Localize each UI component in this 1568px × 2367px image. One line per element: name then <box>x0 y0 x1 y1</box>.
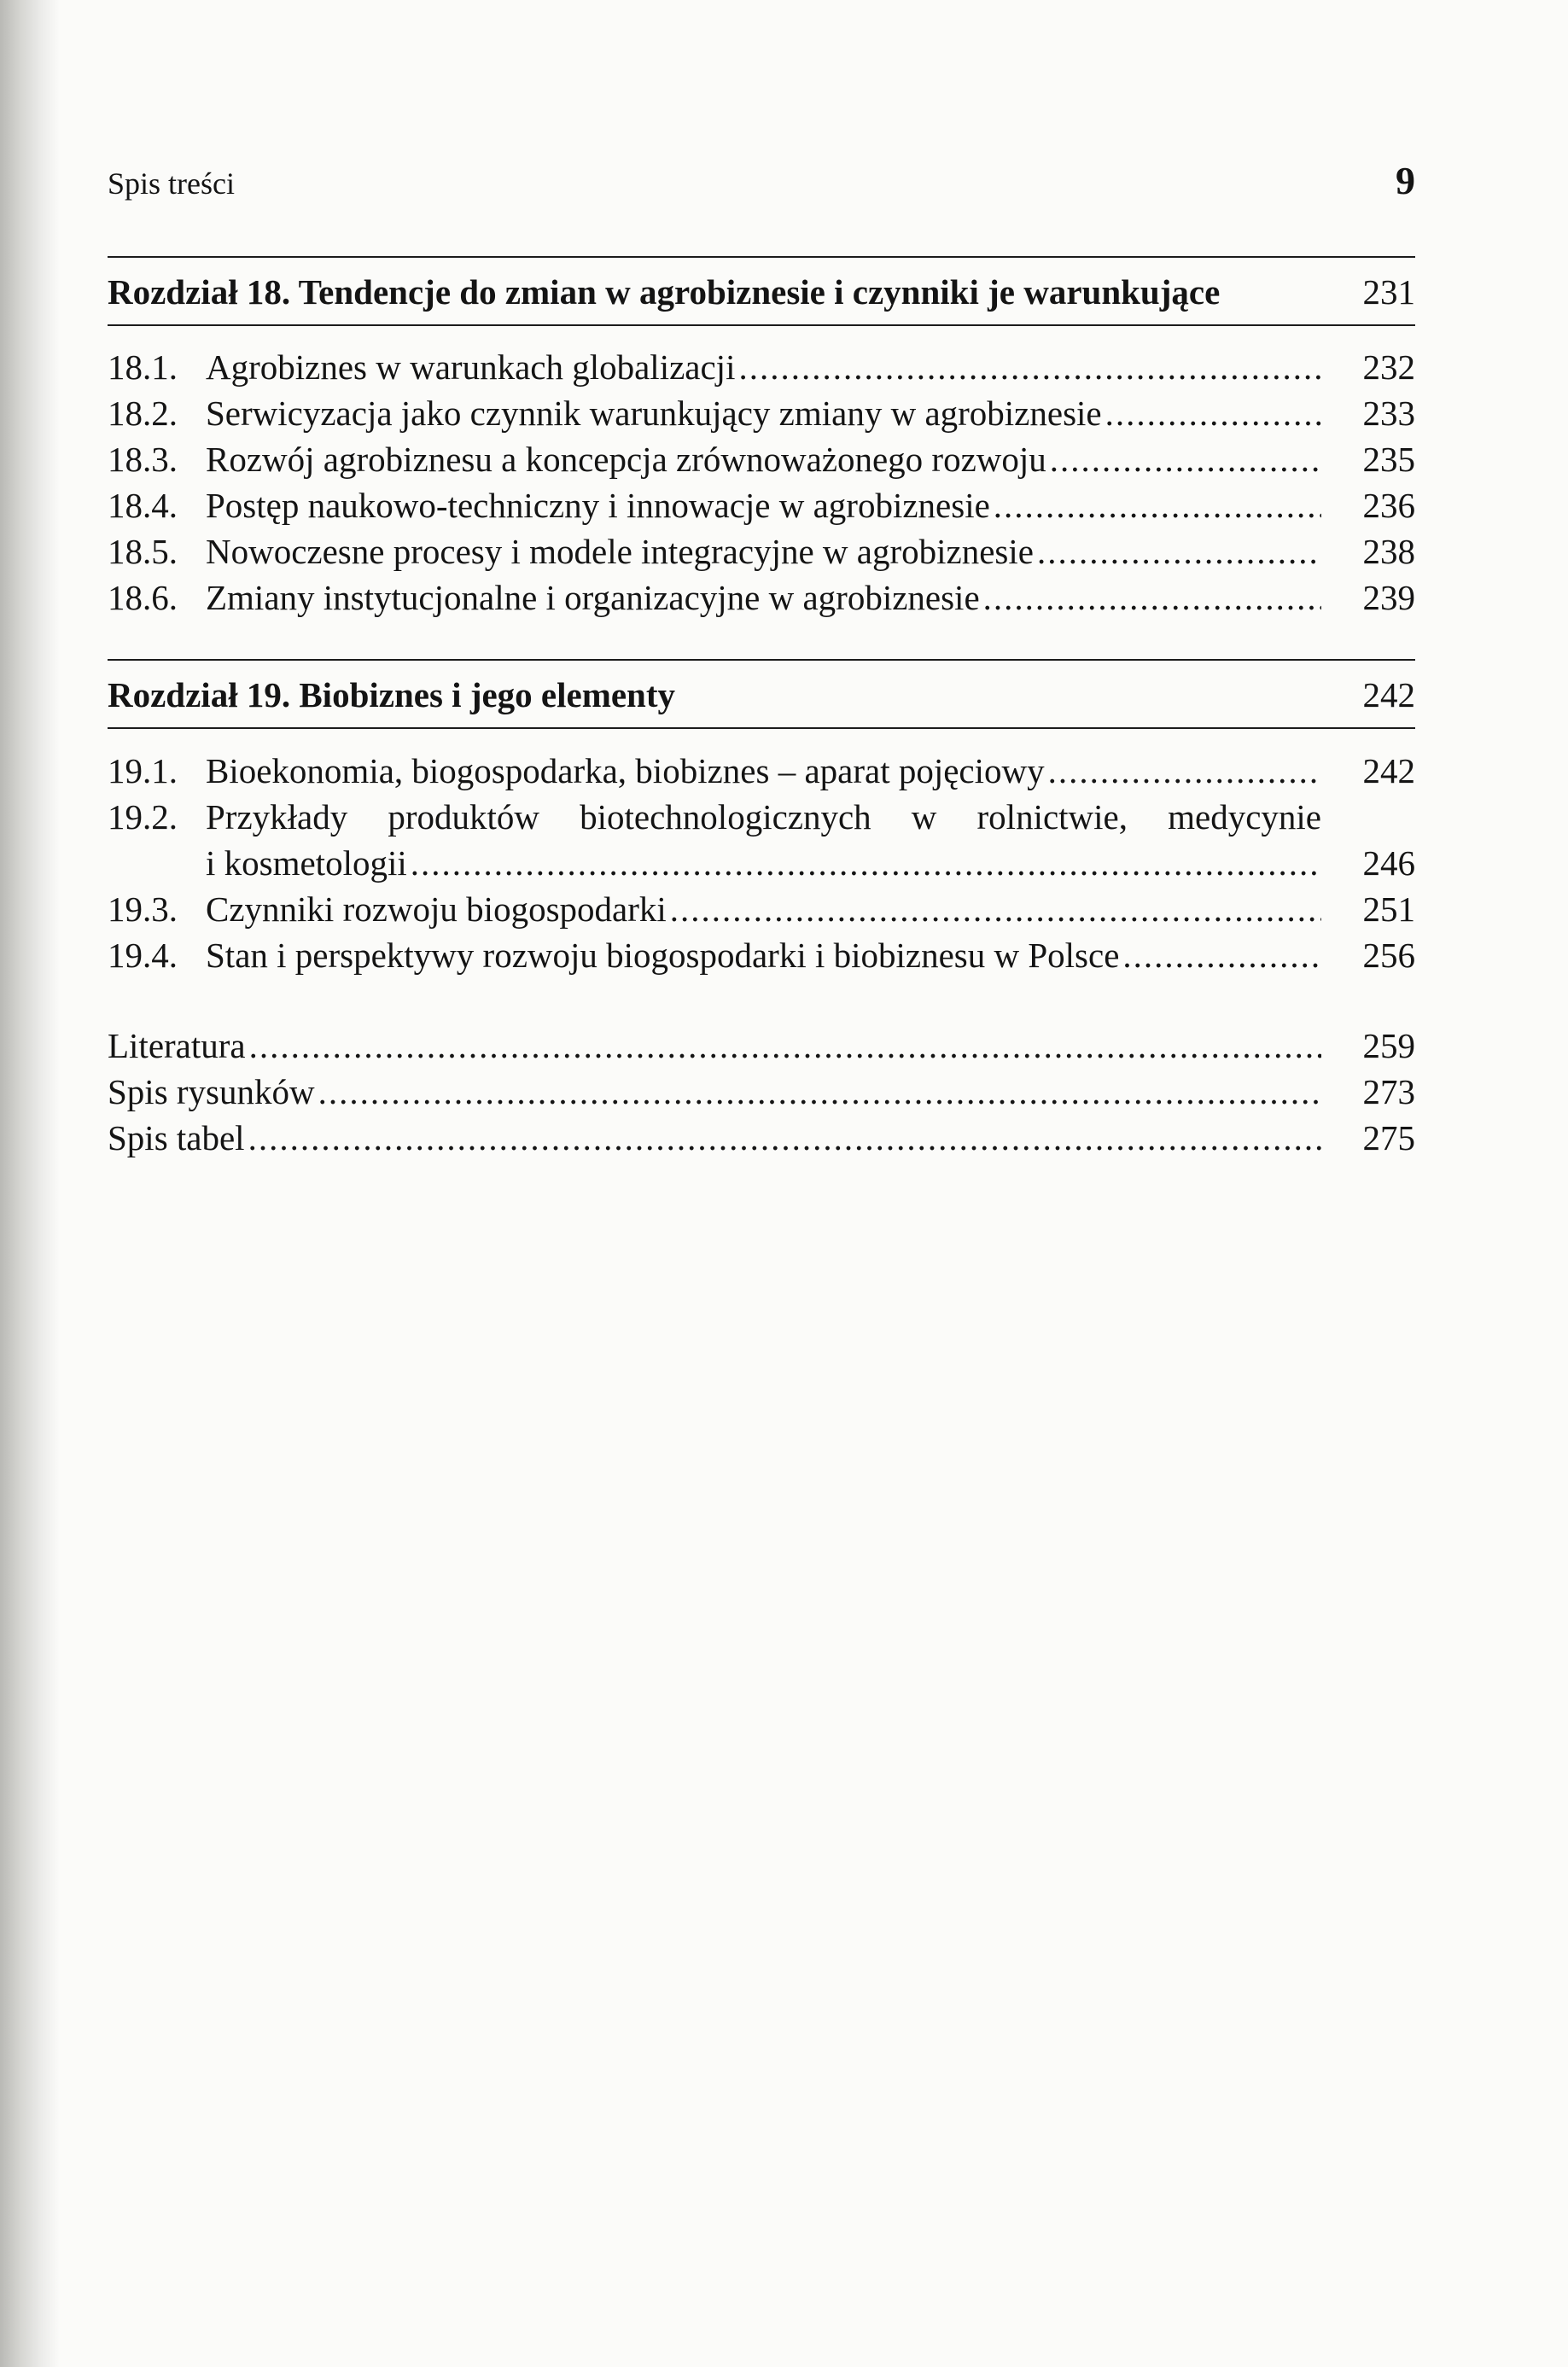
entry-page: 256 <box>1362 936 1415 975</box>
toc-entry-18-2[interactable] <box>108 390 1415 436</box>
dot-leader <box>990 482 1321 528</box>
entry-title: Serwicyzacja jako czynnik warunkujący zmiany w agrobiznesie <box>206 394 1102 433</box>
running-header <box>108 158 1415 203</box>
dot-leader <box>315 1069 1321 1115</box>
chapter-19-items <box>108 748 1415 978</box>
entry-title: Zmiany instytucjonalne i organizacyjne w agrobiznesie <box>206 578 980 617</box>
entry-title: Czynniki rozwoju biogospodarki <box>206 889 667 929</box>
dot-leader <box>1119 932 1321 978</box>
entry-number: 19.1. <box>108 751 178 790</box>
running-header-title: Spis treści <box>108 166 235 201</box>
entry-page: 239 <box>1362 578 1415 617</box>
dot-leader <box>1045 748 1321 794</box>
chapter-18-top-rule <box>108 256 1415 258</box>
entry-title: Spis tabel <box>108 1118 245 1157</box>
toc-entry-18-4[interactable] <box>108 482 1415 528</box>
toc-entry-spis-rysunkow[interactable] <box>108 1069 1415 1115</box>
entry-page: 246 <box>1362 843 1415 883</box>
entry-title: Literatura <box>108 1026 246 1065</box>
toc-entry-19-2-continued[interactable] <box>108 840 1415 886</box>
entry-page: 251 <box>1362 889 1415 929</box>
dot-leader <box>735 344 1321 390</box>
toc-entry-19-4[interactable] <box>108 932 1415 978</box>
entry-page: 236 <box>1362 486 1415 525</box>
dot-leader <box>1102 390 1321 436</box>
entry-number: 19.2. <box>108 797 178 837</box>
chapter-18-items <box>108 344 1415 621</box>
entry-page: 232 <box>1362 347 1415 387</box>
dot-leader <box>1034 528 1321 574</box>
toc-entry-18-1[interactable] <box>108 344 1415 390</box>
entry-number: 18.1. <box>108 347 178 387</box>
chapter-18-page: 231 <box>1362 272 1415 312</box>
chapter-19-bottom-rule <box>108 727 1415 729</box>
entry-page: 273 <box>1362 1072 1415 1111</box>
chapter-18-bottom-rule <box>108 324 1415 326</box>
entry-number: 18.5. <box>108 532 178 571</box>
dot-leader <box>980 574 1321 621</box>
chapter-19-heading[interactable] <box>108 674 1415 715</box>
dot-leader <box>407 840 1321 886</box>
entry-page: 233 <box>1362 394 1415 433</box>
entry-number: 19.4. <box>108 936 178 975</box>
entry-number: 18.2. <box>108 394 178 433</box>
entry-title: Agrobiznes w warunkach globalizacji <box>206 347 736 387</box>
entry-title: Spis rysunków <box>108 1072 315 1111</box>
toc-entry-19-2[interactable] <box>108 794 1415 840</box>
entry-title: Nowoczesne procesy i modele integracyjne w agrobiznesie <box>206 532 1034 571</box>
dot-leader <box>245 1115 1321 1161</box>
entry-page: 242 <box>1362 751 1415 790</box>
entry-number: 18.6. <box>108 578 178 617</box>
chapter-19-top-rule <box>108 659 1415 661</box>
entry-number: 18.4. <box>108 486 178 525</box>
entry-title: Rozwój agrobiznesu a koncepcja zrównoważonego rozwoju <box>206 440 1046 479</box>
toc-entry-19-1[interactable] <box>108 748 1415 794</box>
entry-page: 238 <box>1362 532 1415 571</box>
entry-page: 275 <box>1362 1118 1415 1157</box>
entry-title: Postęp naukowo-techniczny i innowacje w agrobiznesie <box>206 486 990 525</box>
chapter-19-page: 242 <box>1362 675 1415 714</box>
chapter-19-title: Rozdział 19. Biobiznes i jego elementy <box>108 675 676 714</box>
toc-entry-18-3[interactable] <box>108 436 1415 482</box>
page-number: 9 <box>1396 159 1415 202</box>
toc-entry-spis-tabel[interactable] <box>108 1115 1415 1161</box>
entry-title-line-2: i kosmetologii <box>206 843 407 883</box>
entry-number: 19.3. <box>108 889 178 929</box>
toc-entry-18-5[interactable] <box>108 528 1415 574</box>
entry-number: 18.3. <box>108 440 178 479</box>
chapter-18-title: Rozdział 18. Tendencje do zmian w agrobiznesie i czynniki je warunkujące <box>108 272 1221 312</box>
toc-entry-18-6[interactable] <box>108 574 1415 621</box>
dot-leader <box>1046 436 1321 482</box>
entry-page: 259 <box>1362 1026 1415 1065</box>
dot-leader <box>667 886 1321 932</box>
entry-title: Bioekonomia, biogospodarka, biobiznes – aparat pojęciowy <box>206 751 1045 790</box>
entry-title: Stan i perspektywy rozwoju biogospodarki i biobiznesu w Polsce <box>206 936 1120 975</box>
toc-entry-literatura[interactable] <box>108 1023 1415 1069</box>
chapter-18-heading[interactable] <box>108 271 1415 312</box>
backmatter-items <box>108 1023 1415 1161</box>
dot-leader <box>246 1023 1321 1069</box>
toc-entry-19-3[interactable] <box>108 886 1415 932</box>
entry-title-line-1: Przykłady produktów biotechnologicznych w rolnictwie, medycynie <box>206 797 1321 837</box>
entry-page: 235 <box>1362 440 1415 479</box>
